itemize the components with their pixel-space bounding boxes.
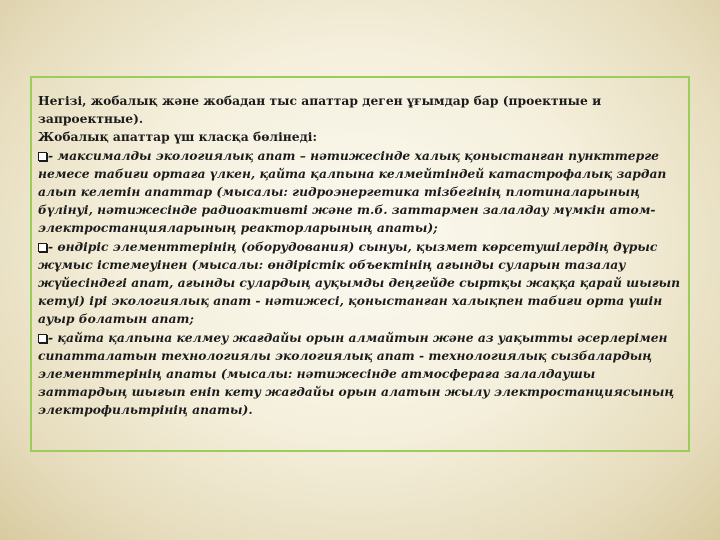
bullet-item-1 xyxy=(38,147,681,238)
bullet-item-3 xyxy=(38,329,681,420)
intro-text xyxy=(38,92,681,147)
intro-sentence: Негізі, жобалық және жобадан тыс апаттар деген ұғымдар бар (проектные и запроектные). xyxy=(38,93,602,127)
bullet-text-3: - қайта қалпына келмеу жағдайы орын алмайтын және аз уақытты әсерлерімен сипатталатын технологиялы экологиялық апат - технологиялық сызбалардың элементтерінің апаты (мысалы: нәтижесінде атмосфераға залалдаушы заттардың шығып еніп кету жағдайы орын алатын жылу электростанциясының электрофильтрінің апаты). xyxy=(38,329,675,418)
square-bullet-icon xyxy=(38,152,47,161)
square-bullet-icon xyxy=(38,334,47,343)
bullet-text-2: - өндіріс элементтерінің (оборудования) сынуы, қызмет көрсетушілердің дұрыс жұмыс істемеуінен (мысалы: өндірістік объектінің ағынды суларын тазалау жүйесіндегі апат, ағынды сулардың ауқымды деңгейде сыртқы жаққа қарай шығып кетуі) ірі экологиялық апат - нәтижесі, қоныстанған халықпен табиғи орта үшін ауыр болатын апат; xyxy=(38,238,681,327)
text-box xyxy=(30,76,690,452)
bullet-item-2 xyxy=(38,238,681,329)
bullet-text-1: - максималды экологиялық апат – нәтижесінде халық қоныстанған пункттерге немесе табиғи ортаға үлкен, қайта қалпына келмейтіндей катастрофалық зардап алып келетін апаттар (мысалы: гидроэнергетика тізбегінің плотиналарының бүлінуі, нәтижесінде радиоактивті және т.б. заттармен залалдау мүмкін атом-электростанцияларының реакторларының апаты); xyxy=(38,147,667,236)
classes-heading: Жобалық апаттар үш класқа бөлінеді: xyxy=(38,129,317,145)
square-bullet-icon xyxy=(38,243,47,252)
